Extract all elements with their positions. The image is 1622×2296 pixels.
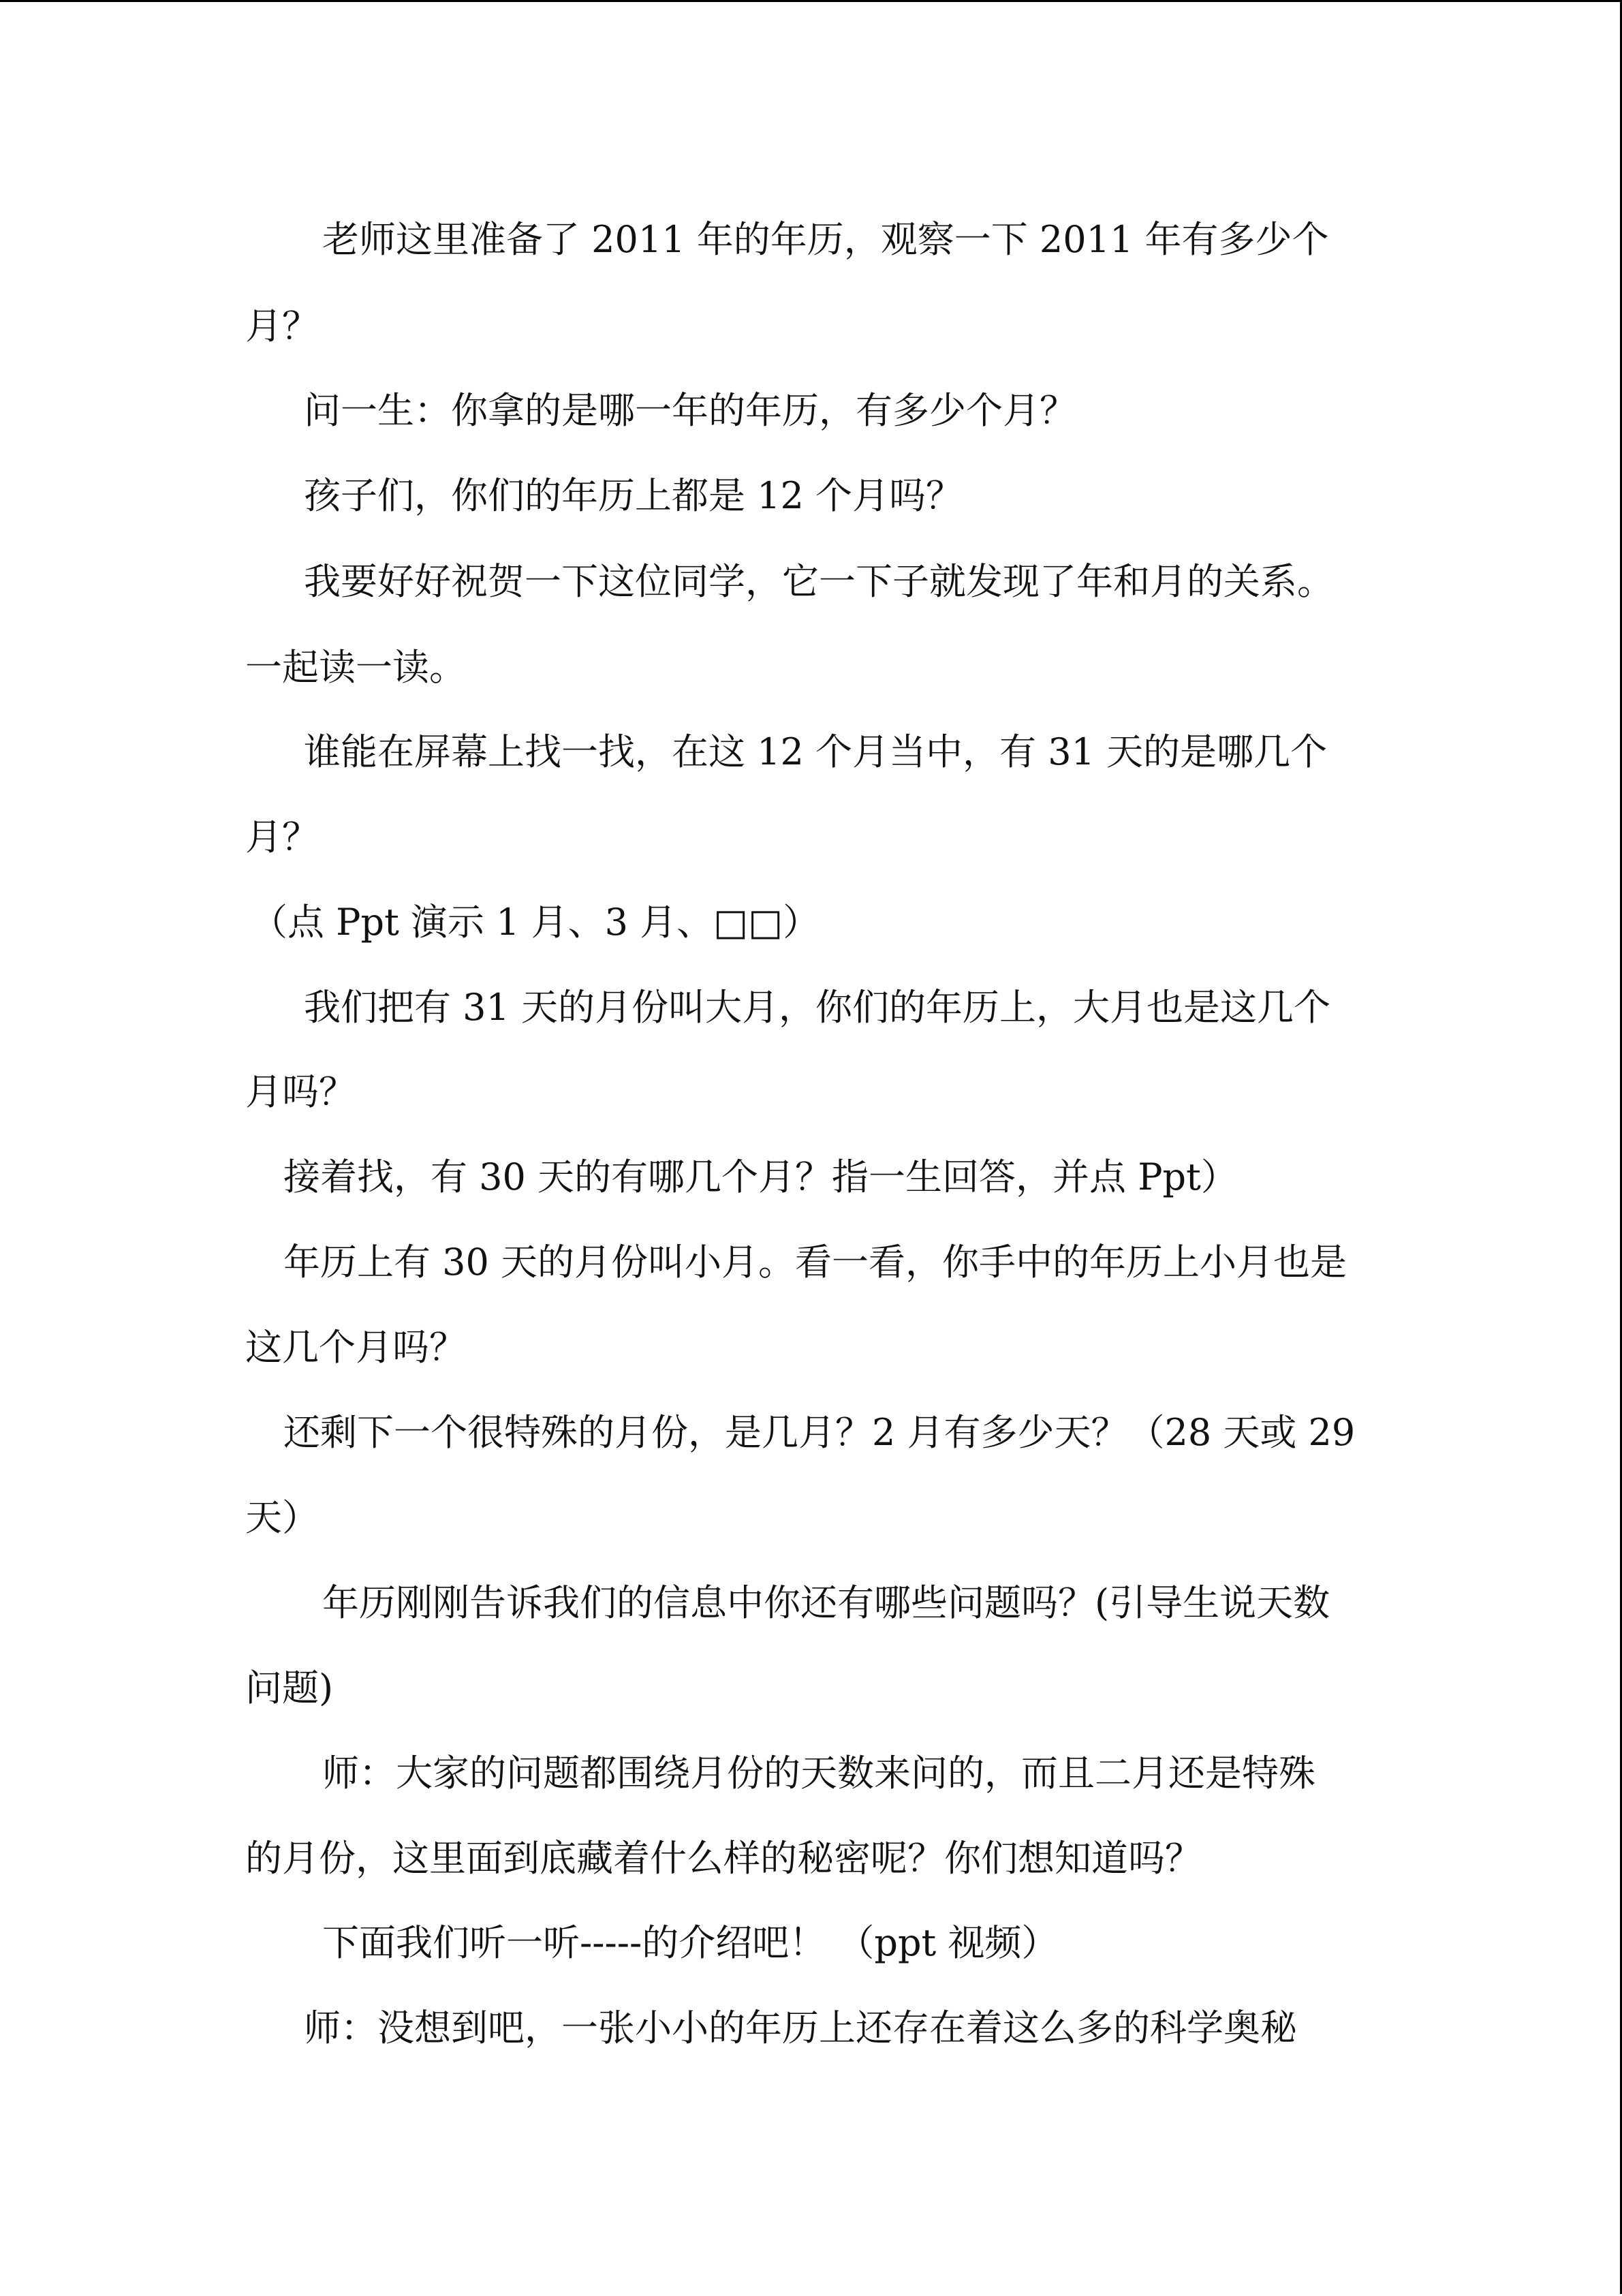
paragraph-line: 天） xyxy=(245,1496,319,1539)
paragraph-line: 老师这里准备了 2011 年的年历，观察一下 2011 年有多少个 xyxy=(322,218,1329,261)
paragraph-line: 谁能在屏幕上找一找，在这 12 个月当中，有 31 天的是哪几个 xyxy=(304,730,1328,773)
paragraph-line: 问题) xyxy=(245,1666,334,1709)
paragraph-line: 接着找，有 30 天的有哪几个月？指一生回答，并点 Ppt） xyxy=(283,1155,1238,1198)
paragraph-line: 年历上有 30 天的月份叫小月。看一看，你手中的年历上小月也是 xyxy=(283,1241,1347,1284)
paragraph-line: 孩子们，你们的年历上都是 12 个月吗？ xyxy=(304,474,963,517)
paragraph-line: 问一生：你拿的是哪一年的年历，有多少个月？ xyxy=(304,389,1076,432)
paragraph-line: 师：没想到吧，一张小小的年历上还存在着这么多的科学奥秘 xyxy=(304,2006,1297,2049)
document-body xyxy=(0,2,1622,2296)
paragraph-line: 师：大家的问题都围绕月份的天数来问的，而且二月还是特殊 xyxy=(322,1752,1315,1795)
paragraph-line: 我要好好祝贺一下这位同学，它一下子就发现了年和月的关系。 xyxy=(304,560,1334,603)
paragraph-line: 这几个月吗？ xyxy=(245,1326,466,1369)
paragraph-line: （点 Ppt 演示 1 月、3 月、□□） xyxy=(251,901,820,944)
paragraph-line: 月吗？ xyxy=(245,1070,356,1113)
paragraph-line: 一起读一读。 xyxy=(245,646,466,689)
paragraph-line: 还剩下一个很特殊的月份，是几月？2 月有多少天？（28 天或 29 xyxy=(283,1411,1356,1454)
paragraph-line: 月？ xyxy=(245,305,319,347)
paragraph-line: 我们把有 31 天的月份叫大月，你们的年历上，大月也是这几个 xyxy=(304,986,1331,1029)
paragraph-line: 的月份，这里面到底藏着什么样的秘密呢？你们想知道吗？ xyxy=(245,1837,1202,1880)
paragraph-line: 月？ xyxy=(245,816,319,858)
paragraph-line: 年历刚刚告诉我们的信息中你还有哪些问题吗？(引导生说天数 xyxy=(322,1581,1330,1624)
paragraph-line: 下面我们听一听-----的介绍吧！ （ppt 视频） xyxy=(322,1921,1059,1964)
